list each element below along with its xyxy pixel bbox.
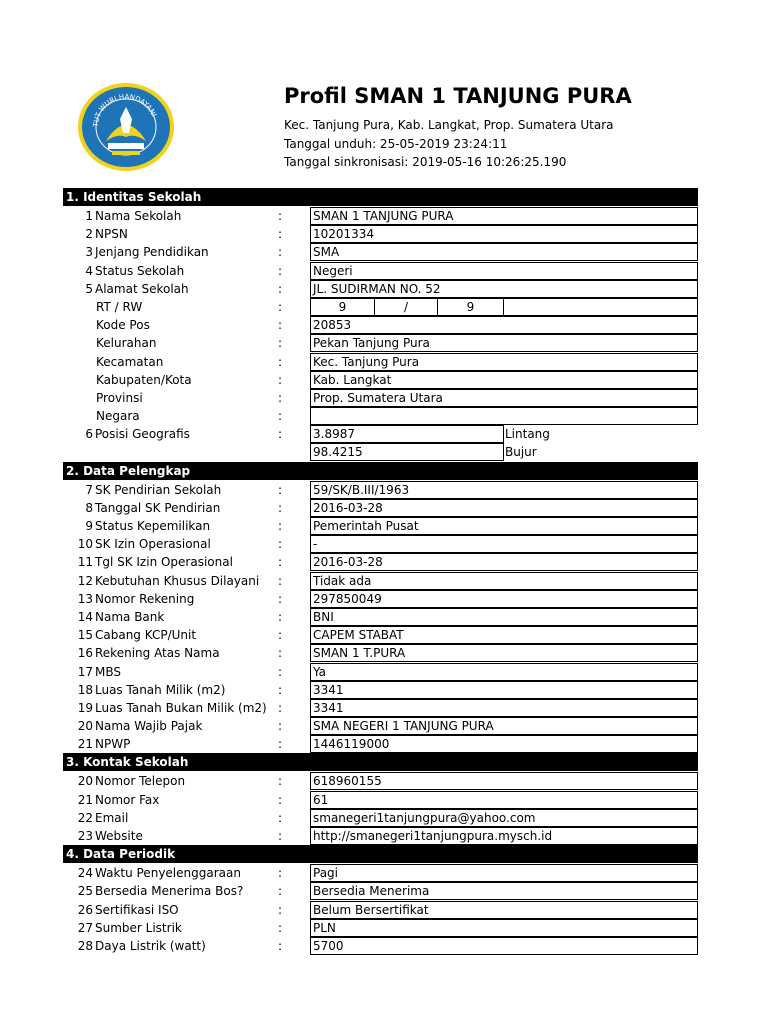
field-number: 19	[77, 700, 93, 715]
colon: :	[278, 372, 283, 387]
colon: :	[278, 737, 283, 752]
field-row	[63, 663, 698, 681]
field-value: 20853	[310, 316, 698, 334]
field-row	[63, 517, 698, 535]
field-label: Nama Wajib Pajak	[95, 719, 203, 734]
field-row	[63, 735, 698, 753]
rt-rw-separator: /	[374, 298, 438, 316]
colon: :	[278, 700, 283, 715]
field-label: Sertifikasi ISO	[95, 902, 179, 917]
field-label: Nama Sekolah	[95, 209, 182, 223]
field-row	[63, 590, 698, 608]
field-value: http://smanegeri1tanjungpura.mysch.id	[310, 827, 698, 845]
field-value: smanegeri1tanjungpura@yahoo.com	[310, 809, 698, 827]
colon: :	[278, 209, 283, 223]
rw-value: 9	[437, 298, 504, 316]
colon: :	[278, 354, 283, 369]
field-number: 11	[77, 555, 93, 570]
field-row-posisi-lintang	[63, 425, 698, 443]
field-row	[63, 535, 698, 553]
field-row	[63, 882, 698, 900]
field-number: 20	[77, 774, 93, 789]
colon: :	[278, 500, 283, 515]
field-row-posisi-bujur	[63, 443, 698, 461]
field-label: Status Sekolah	[95, 263, 185, 278]
field-value: Negeri	[310, 262, 698, 280]
field-value: 5700	[310, 937, 698, 955]
tut-wuri-handayani-logo	[76, 81, 176, 173]
field-row-alamat	[63, 280, 698, 298]
field-value: 1446119000	[310, 735, 698, 753]
colon: :	[278, 409, 283, 424]
field-value: 2016-03-28	[310, 499, 698, 517]
field-value: Kab. Langkat	[310, 371, 698, 389]
field-label: Daya Listrik (watt)	[95, 938, 206, 953]
field-label: Tanggal SK Pendirian	[95, 500, 221, 515]
field-row	[63, 791, 698, 809]
field-row-status	[63, 262, 698, 280]
rt-value: 9	[310, 298, 375, 316]
colon: :	[278, 628, 283, 643]
kontak-list	[63, 772, 698, 845]
field-label: RT / RW	[96, 299, 143, 314]
colon: :	[278, 573, 283, 588]
field-number: 20	[77, 719, 93, 734]
field-number: 8	[85, 500, 93, 515]
field-label: Kabupaten/Kota	[96, 372, 192, 387]
field-number: 22	[77, 810, 93, 825]
field-number: 7	[85, 482, 93, 497]
colon: :	[278, 482, 283, 497]
colon: :	[278, 390, 283, 405]
field-row-kabupaten	[63, 371, 698, 389]
field-value: BNI	[310, 608, 698, 626]
field-row-kelurahan	[63, 334, 698, 352]
field-row-jenjang	[63, 243, 698, 261]
field-number: 12	[77, 573, 93, 588]
field-row	[63, 481, 698, 499]
colon: :	[278, 646, 283, 661]
field-value: 10201334	[310, 225, 698, 243]
field-label: Website	[95, 829, 143, 843]
colon: :	[278, 920, 283, 935]
section-kontak-header: 3. Kontak Sekolah	[63, 753, 698, 771]
field-value: 61	[310, 791, 698, 809]
page-title: Profil SMAN 1 TANJUNG PURA	[284, 84, 632, 108]
field-value: Bersedia Menerima	[310, 882, 698, 900]
download-date: Tanggal unduh: 25-05-2019 23:24:11	[284, 137, 508, 151]
field-label: Email	[95, 810, 129, 825]
field-row-nama-sekolah	[63, 207, 698, 225]
field-number: 14	[77, 609, 93, 624]
field-value: -	[310, 535, 698, 553]
field-label: NPWP	[95, 737, 131, 752]
svg-text:TUT WURI HANDAYANI: TUT WURI HANDAYANI	[91, 92, 158, 128]
colon: :	[278, 609, 283, 624]
field-row	[63, 572, 698, 590]
field-label: Jenjang Pendidikan	[95, 245, 209, 260]
field-label: Kelurahan	[96, 336, 157, 351]
field-label: Nomor Rekening	[95, 591, 195, 606]
field-value: 2016-03-28	[310, 553, 698, 571]
field-label: Nomor Telepon	[95, 774, 186, 789]
field-number: 17	[77, 664, 93, 679]
field-label: Negara	[96, 409, 140, 424]
colon: :	[278, 555, 283, 570]
field-label: Kecamatan	[96, 354, 164, 369]
field-number: 3	[85, 245, 93, 260]
field-label: NPSN	[95, 227, 128, 242]
colon: :	[278, 774, 283, 789]
field-label: Nama Bank	[95, 609, 165, 624]
field-value: 59/SK/B.III/1963	[310, 481, 698, 499]
field-value: Tidak ada	[310, 572, 698, 590]
colon: :	[278, 866, 283, 881]
field-label: Nomor Fax	[95, 792, 160, 807]
sync-date: Tanggal sinkronisasi: 2019-05-16 10:26:25.190	[284, 155, 567, 169]
field-row-rt-rw	[63, 298, 698, 316]
field-label: Alamat Sekolah	[95, 281, 189, 296]
field-label: Rekening Atas Nama	[95, 646, 220, 661]
field-number: 5	[85, 281, 93, 296]
field-label: Kode Pos	[96, 318, 150, 333]
field-label: MBS	[95, 664, 121, 679]
field-number: 28	[77, 938, 93, 953]
field-row	[63, 717, 698, 735]
field-label: Bersedia Menerima Bos?	[95, 884, 244, 899]
field-value: Prop. Sumatera Utara	[310, 389, 698, 407]
field-row	[63, 553, 698, 571]
field-label: Posisi Geografis	[95, 427, 190, 442]
field-value	[310, 407, 698, 425]
field-number: 1	[85, 209, 93, 223]
colon: :	[278, 884, 283, 899]
colon: :	[278, 537, 283, 552]
colon: :	[278, 902, 283, 917]
colon: :	[278, 318, 283, 333]
field-value: SMA NEGERI 1 TANJUNG PURA	[310, 717, 698, 735]
field-row	[63, 499, 698, 517]
colon: :	[278, 664, 283, 679]
field-number: 25	[77, 884, 93, 899]
field-value: JL. SUDIRMAN NO. 52	[310, 280, 698, 298]
colon: :	[278, 792, 283, 807]
field-value: 3341	[310, 681, 698, 699]
field-label: Status Kepemilikan	[95, 519, 211, 533]
rt-rw-empty-cell	[503, 298, 698, 316]
field-row	[63, 937, 698, 955]
longitude-label: Bujur	[505, 445, 537, 460]
field-row-provinsi	[63, 389, 698, 407]
field-value: Pekan Tanjung Pura	[310, 334, 698, 352]
colon: :	[278, 829, 283, 843]
colon: :	[278, 591, 283, 606]
field-row-kecamatan	[63, 353, 698, 371]
field-row	[63, 644, 698, 662]
field-label: Provinsi	[96, 390, 143, 405]
field-value: 297850049	[310, 590, 698, 608]
field-row	[63, 772, 698, 790]
field-row	[63, 626, 698, 644]
colon: :	[278, 245, 283, 260]
field-value: SMA	[310, 243, 698, 261]
field-number: 21	[77, 792, 93, 807]
field-number: 24	[77, 866, 93, 881]
field-value: Ya	[310, 663, 698, 681]
field-label: Kebutuhan Khusus Dilayani	[95, 573, 260, 588]
field-row-kode-pos	[63, 316, 698, 334]
profile-table	[63, 188, 698, 955]
field-value: 3341	[310, 699, 698, 717]
colon: :	[278, 281, 283, 296]
field-value: SMAN 1 TANJUNG PURA	[310, 207, 698, 225]
field-label: SK Izin Operasional	[95, 537, 211, 552]
field-value: Pagi	[310, 864, 698, 882]
field-row	[63, 919, 698, 937]
field-label: Tgl SK Izin Operasional	[95, 555, 233, 570]
field-value: SMAN 1 T.PURA	[310, 644, 698, 662]
field-row-negara	[63, 407, 698, 425]
field-number: 10	[77, 537, 93, 552]
field-label: Luas Tanah Bukan Milik (m2)	[95, 700, 267, 715]
colon: :	[278, 938, 283, 953]
field-value: Pemerintah Pusat	[310, 517, 698, 535]
pelengkap-list	[63, 481, 698, 754]
field-row	[63, 864, 698, 882]
field-value: PLN	[310, 919, 698, 937]
field-value: CAPEM STABAT	[310, 626, 698, 644]
colon: :	[278, 810, 283, 825]
section-identitas-header: 1. Identitas Sekolah	[63, 188, 698, 206]
field-value: Kec. Tanjung Pura	[310, 353, 698, 371]
field-number: 21	[77, 737, 93, 752]
field-label: Luas Tanah Milik (m2)	[95, 682, 226, 697]
field-number: 13	[77, 591, 93, 606]
field-number: 27	[77, 920, 93, 935]
field-value: Belum Bersertifikat	[310, 901, 698, 919]
longitude-value: 98.4215	[310, 443, 504, 461]
field-row	[63, 681, 698, 699]
field-number: 2	[85, 227, 93, 242]
latitude-label: Lintang	[505, 427, 550, 442]
section-periodik-header: 4. Data Periodik	[63, 845, 698, 863]
field-row	[63, 901, 698, 919]
field-number: 4	[85, 263, 93, 278]
field-number: 9	[85, 519, 93, 533]
colon: :	[278, 519, 283, 533]
colon: :	[278, 682, 283, 697]
field-row	[63, 809, 698, 827]
field-label: Waktu Penyelenggaraan	[95, 866, 241, 881]
colon: :	[278, 336, 283, 351]
periodik-list	[63, 864, 698, 955]
field-row	[63, 699, 698, 717]
colon: :	[278, 427, 283, 442]
section-pelengkap-header: 2. Data Pelengkap	[63, 462, 698, 480]
field-number: 16	[77, 646, 93, 661]
field-value: 618960155	[310, 772, 698, 790]
field-number: 18	[77, 682, 93, 697]
field-row-npsn	[63, 225, 698, 243]
field-number: 15	[77, 628, 93, 643]
colon: :	[278, 299, 283, 314]
field-label: SK Pendirian Sekolah	[95, 482, 222, 497]
field-label: Cabang KCP/Unit	[95, 628, 197, 643]
field-number: 23	[77, 829, 93, 843]
field-row	[63, 608, 698, 626]
colon: :	[278, 263, 283, 278]
colon: :	[278, 719, 283, 734]
field-label: Sumber Listrik	[95, 920, 182, 935]
rt-rw-cells	[310, 298, 698, 316]
latitude-value: 3.8987	[310, 425, 504, 443]
field-row	[63, 827, 698, 845]
field-number: 6	[85, 427, 93, 442]
field-number: 26	[77, 902, 93, 917]
location-subtitle: Kec. Tanjung Pura, Kab. Langkat, Prop. Sumatera Utara	[284, 118, 614, 132]
colon: :	[278, 227, 283, 242]
